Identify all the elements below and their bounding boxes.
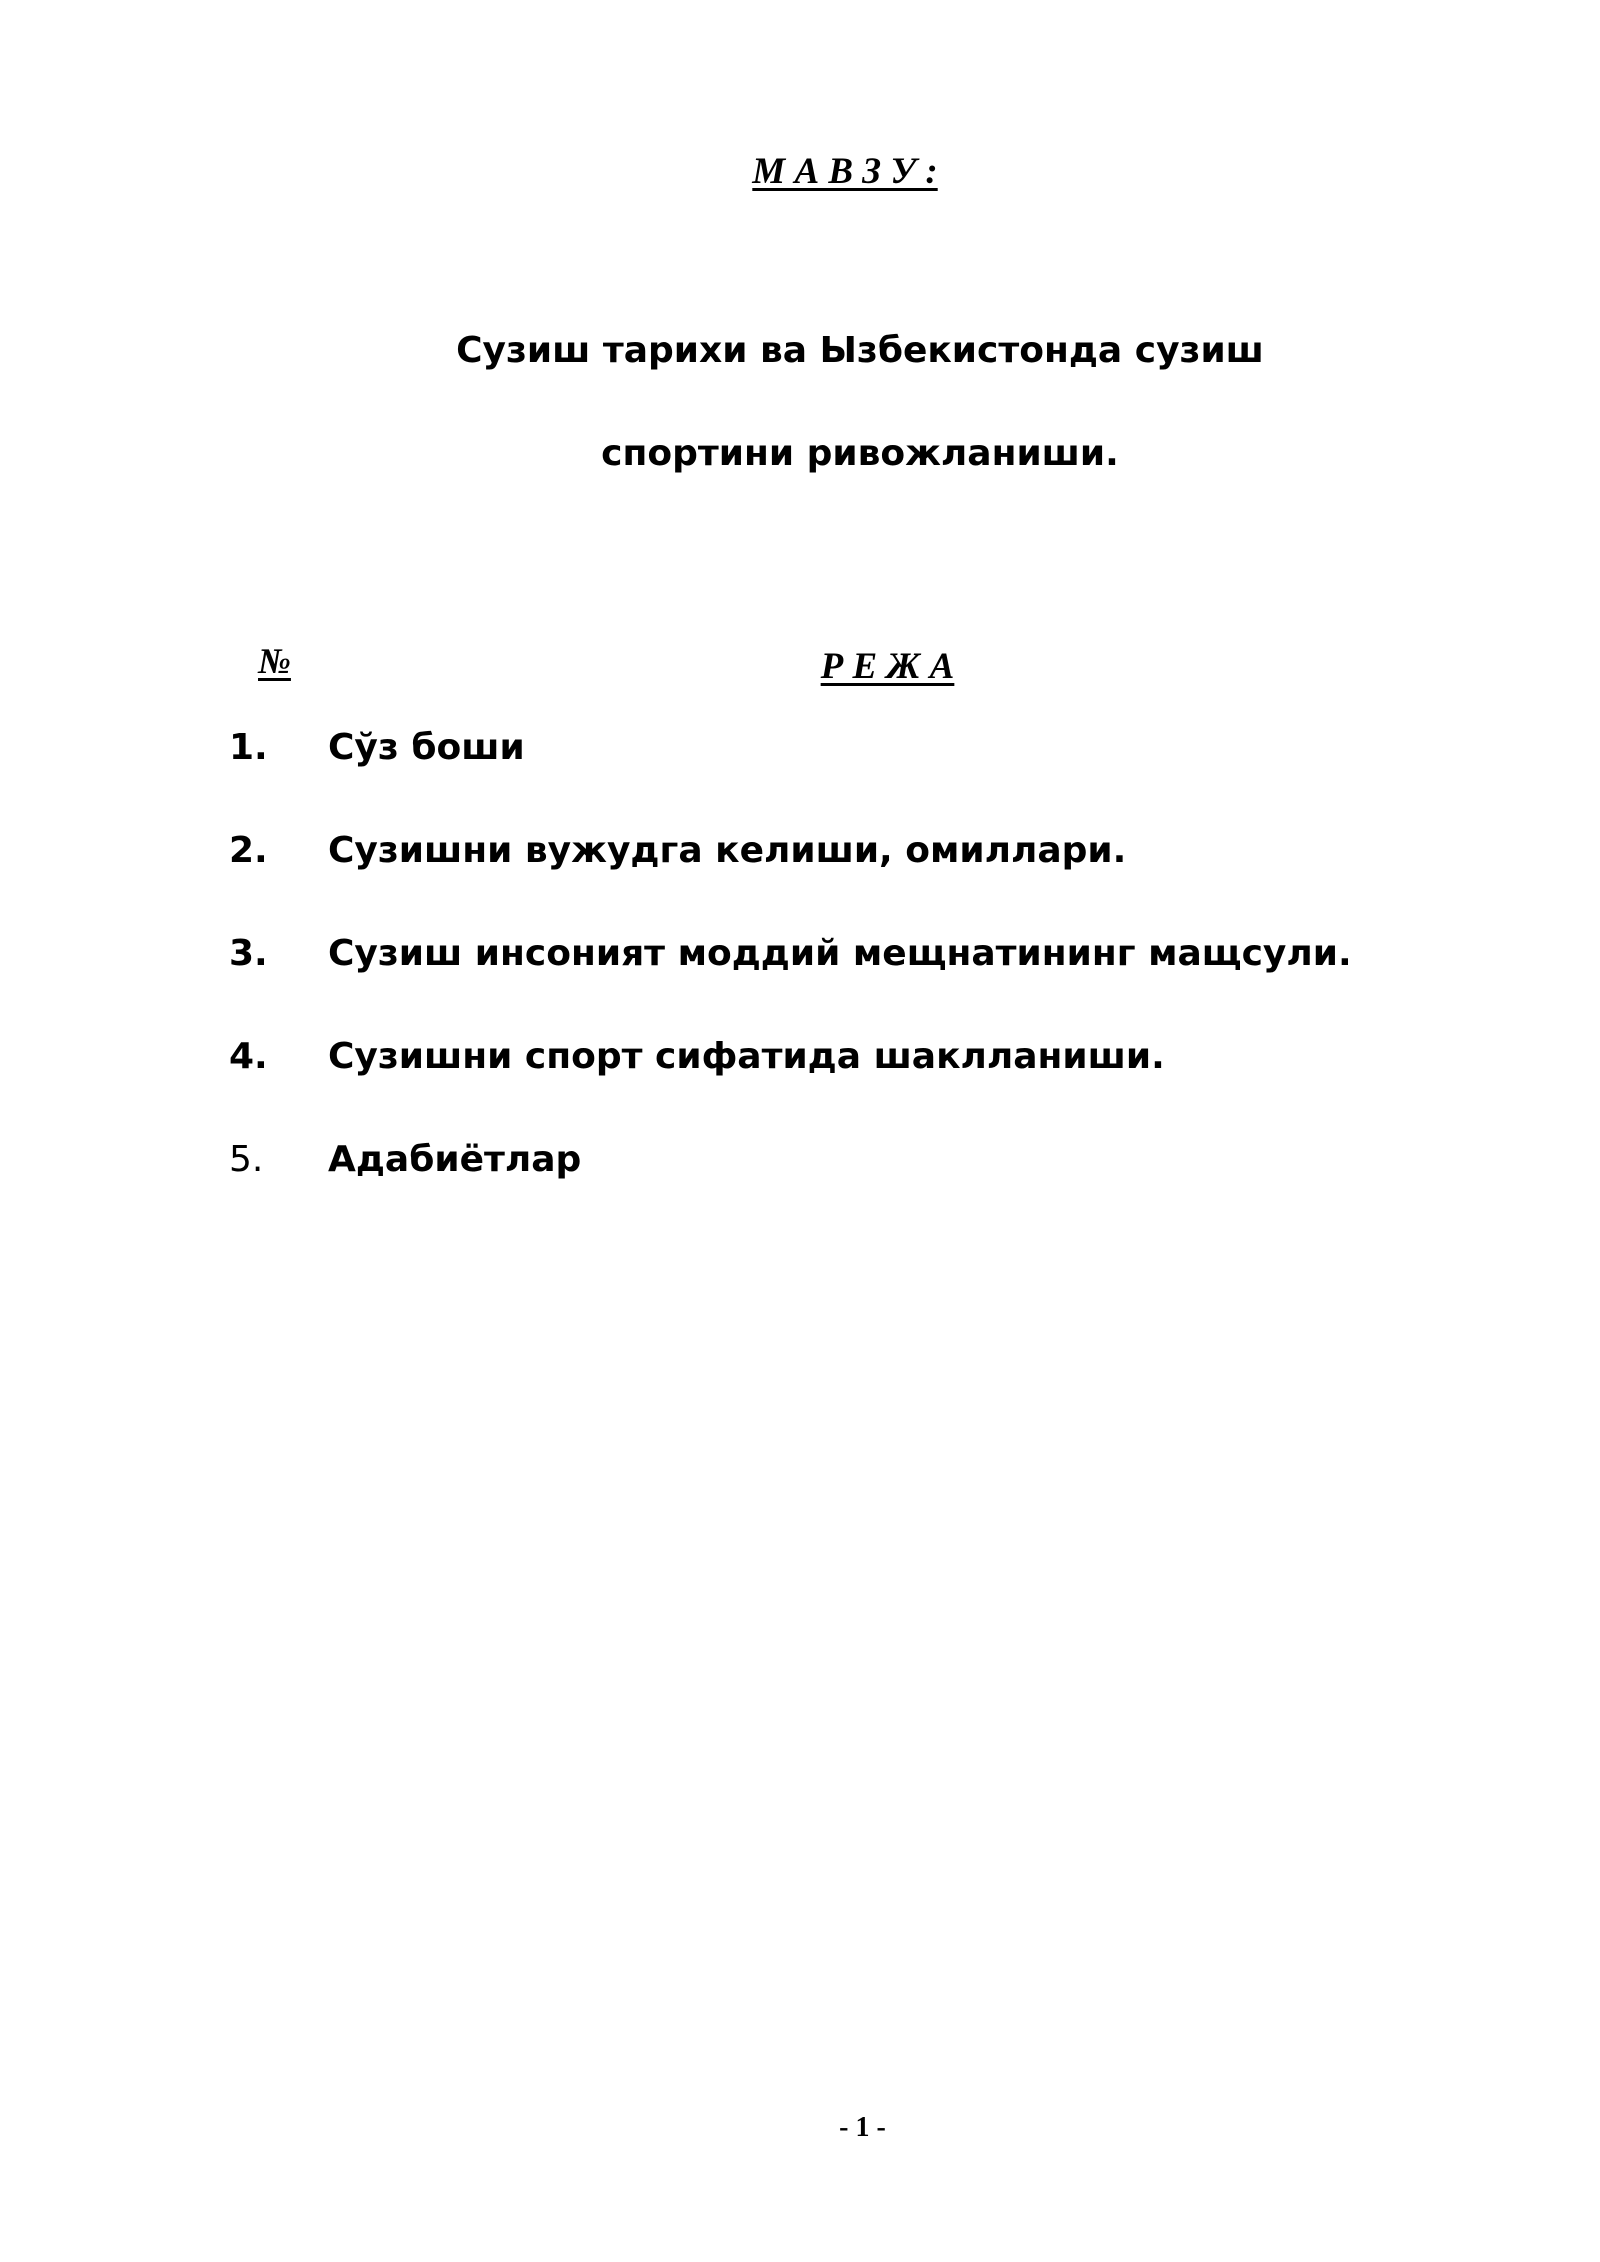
plan-item	[0, 727, 1600, 777]
page-number: - 1 -	[839, 2112, 886, 2143]
title-line-2: спортини ривожланиши.	[601, 433, 1119, 474]
topic-heading: М А В З У :	[752, 151, 938, 192]
plan-item-number: 4.	[229, 1036, 268, 1077]
number-sign: №	[258, 641, 291, 681]
plan-item	[0, 830, 1600, 880]
plan-item-number: 1.	[229, 727, 268, 768]
plan-item-text: Сўз боши	[328, 727, 525, 768]
title-line-1: Сузиш тарихи ва Ызбекистонда сузиш	[456, 330, 1264, 371]
plan-item	[0, 933, 1600, 983]
plan-item-number: 3.	[229, 933, 268, 974]
plan-item-text: Сузишни спорт сифатида шаклланиши.	[328, 1036, 1165, 1077]
plan-item-number: 5.	[229, 1139, 264, 1180]
plan-item	[0, 1036, 1600, 1086]
plan-item-text: Сузишни вужудга келиши, омиллари.	[328, 830, 1127, 871]
plan-item-text: Сузиш инсоният моддий мещнатининг мащсули.	[328, 933, 1352, 974]
plan-item-text: Адабиётлар	[328, 1139, 582, 1180]
plan-item	[0, 1139, 1600, 1189]
plan-item-number: 2.	[229, 830, 268, 871]
plan-heading: Р Е Ж А	[820, 646, 955, 687]
